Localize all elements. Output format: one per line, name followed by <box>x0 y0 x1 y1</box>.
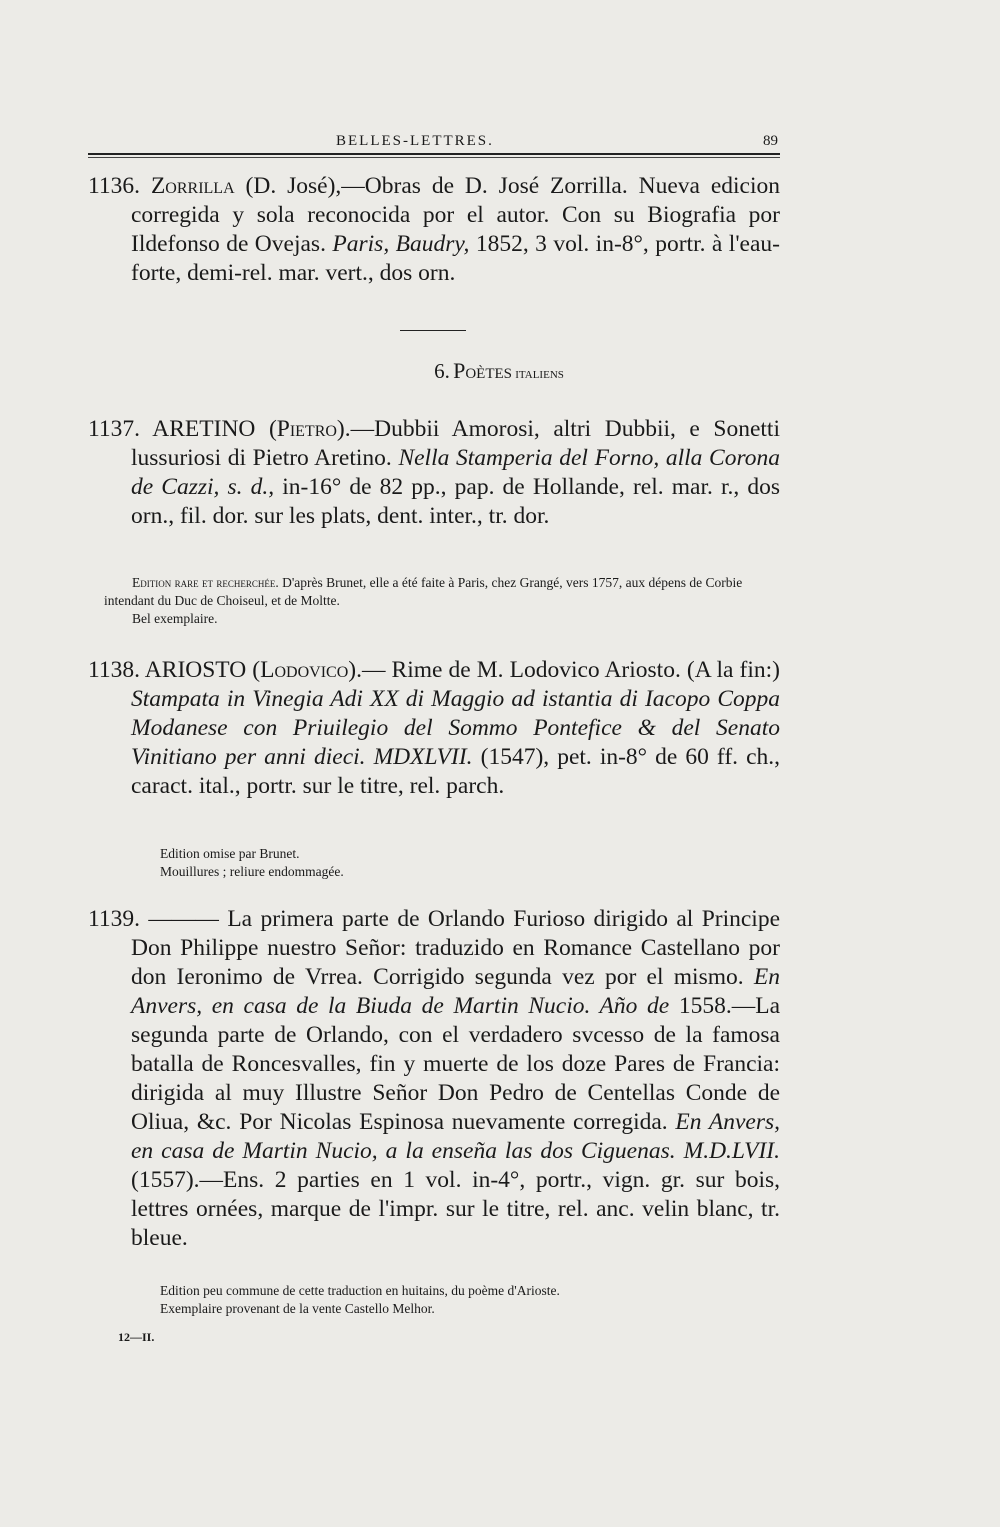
entry-text: —Obras de D. José Zorrilla. Nueva edicion corregida y sola reconocida por el autor. Con su Biografia por Ildefonso de Ovejas. <box>131 173 781 257</box>
signature-mark: 12—II. <box>118 1330 155 1344</box>
page-number: 89 <box>763 133 778 149</box>
note-line: Mouillures ; reliure endommagée. <box>160 864 344 879</box>
section-title-first: Poètes <box>453 358 513 383</box>
note-line: Edition omise par Brunet. <box>160 846 300 861</box>
entry-text: —Dubbii Amorosi, altri Dubbii, e Sonetti lussuriosi di Pietro Aretino. <box>131 416 780 471</box>
entry-number: 1137. <box>88 416 141 442</box>
entry-imprint: Nella Stamperia del Forno, alla Corona de Cazzi, s. d., <box>131 445 780 500</box>
entry-text: La primera parte de Orlando Furioso dirigido al Principe Don Philippe nuestro Señor: traduzido en Romance Castellano por don Ieronimo de Vrrea. Corrigido segunda vez por el mismo. <box>131 906 781 990</box>
entry-number: 1138. <box>88 657 141 683</box>
entry-text: — Rime de M. Lodovico Ariosto. (A la fin:) <box>361 657 780 683</box>
entry-description-2: (1557).—Ens. 2 parties en 1 vol. in-4°, portr., vign. gr. sur bois, lettres ornées, marque de l'impr. sur le titre, rel. anc. velin blanc, tr. bleue. <box>131 1167 780 1251</box>
page-header <box>88 133 780 155</box>
note-1139 <box>160 1282 808 1318</box>
entry-imprint: Stampata in Vinegia Adi XX di Maggio ad istantia di Iacopo Coppa Modanese con Priuilegio del Sommo Pontefice & del Senato Vinitiano per anni dieci. MDXLVII. <box>131 686 780 770</box>
entry-description: 1558.—La segunda parte de Orlando, con el verdadero svcesso de la famosa batalla de Roncesvalles, fin y muerte de los doze Pares de Francia: dirigida al muy Illustre Señor Don Pedro de Centellas Conde de Oliua, &c. Por Nicolas Espinosa nuevamente corregida. <box>131 993 780 1135</box>
entry-author-rest: (Lodovico). <box>252 657 362 683</box>
entry-number: 1139. <box>88 906 141 932</box>
entry-1138 <box>88 656 780 801</box>
section-title-rest: italiens <box>515 366 564 382</box>
note-lead: Edition rare et recherchée. <box>132 575 279 590</box>
entry-1139 <box>88 905 780 1253</box>
entry-imprint-2: En Anvers, en casa de Martin Nucio, a la enseña las dos Ciguenas. M.D.LVII. <box>131 1109 780 1164</box>
running-head: BELLES-LETTRES. <box>336 133 494 149</box>
note-line: Edition peu commune de cette traduction en huitains, du poème d'Arioste. <box>160 1283 560 1298</box>
section-divider <box>400 330 466 331</box>
section-number: 6. <box>434 359 450 383</box>
section-heading <box>0 358 1000 384</box>
entry-description: 1852, 3 vol. in-8°, portr. à l'eau-forte, demi-rel. mar. vert., dos orn. <box>131 231 780 286</box>
entry-description: in-16° de 82 pp., pap. de Hollande, rel. mar. r., dos orn., fil. dor. sur les plats, dent. inter., tr. dor. <box>131 474 780 529</box>
note-1137 <box>104 574 780 628</box>
entry-dash: ——— <box>148 906 219 932</box>
entry-description: (1547), pet. in-8° de 60 ff. ch., caract. ital., portr. sur le titre, rel. parch. <box>131 744 780 799</box>
entry-author: Zorrilla <box>150 173 235 199</box>
entry-number: 1136. <box>88 173 141 199</box>
note-1138 <box>160 845 808 881</box>
note-text: D'après Brunet, elle a été faite à Paris, chez Grangé, vers 1757, aux dépens de Corbie intendant du Duc de Choiseul, et de Moltte. <box>104 575 743 608</box>
entry-1137 <box>88 415 780 531</box>
note-line: Exemplaire provenant de la vente Castello Melhor. <box>160 1301 435 1316</box>
entry-author-rest: (Pietro). <box>268 416 351 442</box>
entry-imprint: Paris, Baudry, <box>332 231 470 257</box>
entry-author: ARIOSTO <box>144 657 247 683</box>
header-rule-thin <box>88 157 780 158</box>
entry-author: ARETINO <box>152 416 256 442</box>
entry-1136 <box>88 172 780 288</box>
note-line: Bel exemplaire. <box>132 611 218 626</box>
entry-imprint: En Anvers, en casa de la Biuda de Martin Nucio. Año de <box>131 964 780 1019</box>
entry-author-rest: (D. José), <box>234 173 342 199</box>
header-rule <box>88 153 780 155</box>
